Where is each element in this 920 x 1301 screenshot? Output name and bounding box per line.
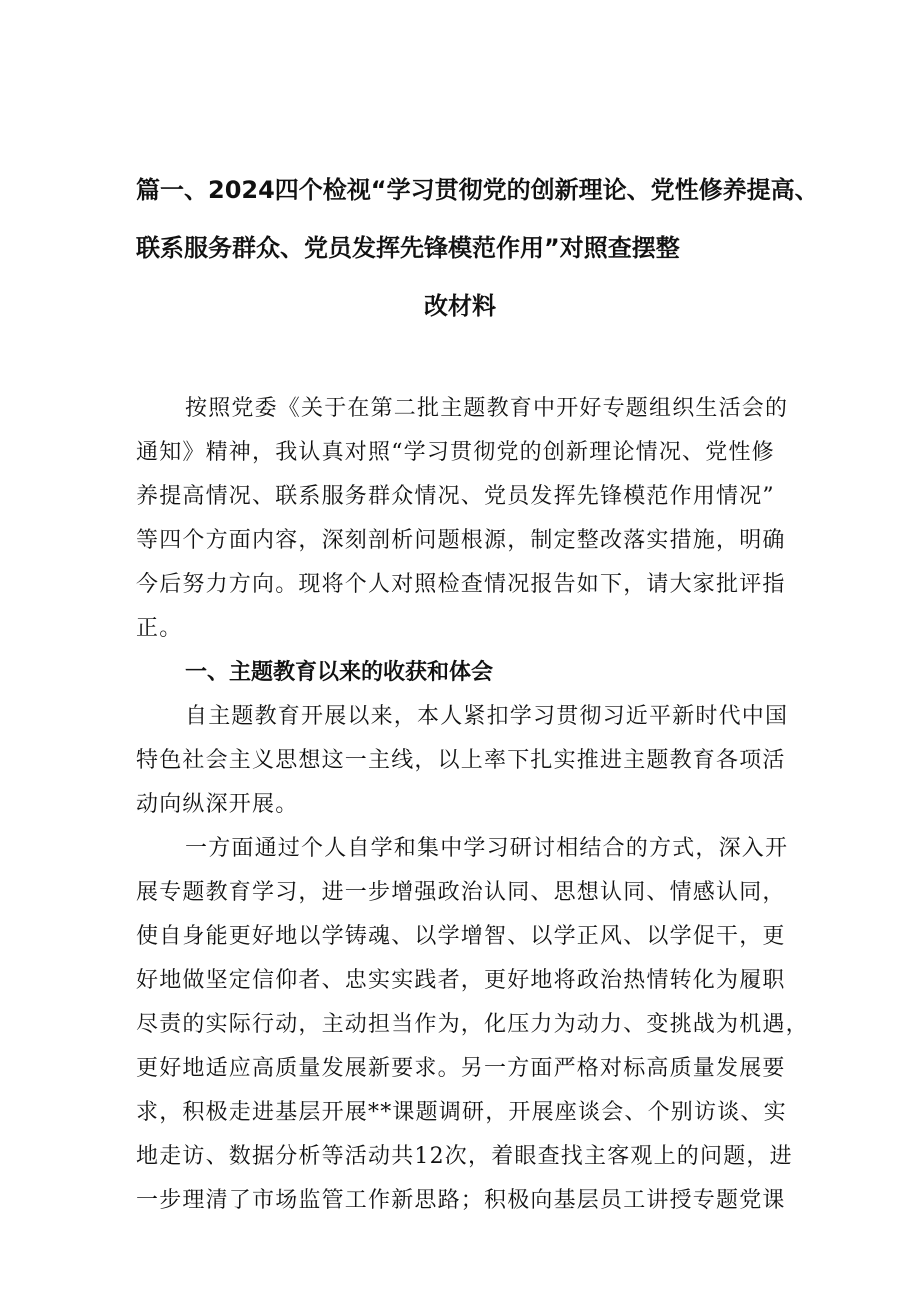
paragraph-1-line-1: 按照党委《关于在第二批主题教育中开好专题组织生活会的 (185, 396, 789, 421)
paragraph-3-line-3: 使自身能更好地以学铸魂、以学增智、以学正风、以学促干，更 (136, 924, 786, 949)
paragraph-2-line-1: 自主题教育开展以来，本人紧扣学习贯彻习近平新时代中国 (185, 704, 789, 729)
paragraph-2-line-3: 动向纵深开展。 (136, 792, 299, 817)
paragraph-1-line-6: 正。 (136, 616, 183, 641)
paragraph-3-line-6: 更好地适应高质量发展新要求。另一方面严格对标高质量发展要 (136, 1056, 786, 1081)
paragraph-3-line-5: 尽责的实际行动，主动担当作为，化压力为动力、变挑战为机遇， (136, 1012, 809, 1037)
paragraph-1-line-5: 今后努力方向。现将个人对照检查情况报告如下，请大家批评指 (136, 572, 786, 597)
paragraph-1-line-4: 等四个方面内容，深刻剖析问题根源，制定整改落实措施，明确 (136, 528, 786, 553)
document-title-line-2: 联系服务群众、党员发挥先锋模范作用”对照查摆整 (136, 234, 680, 262)
paragraph-3-line-1: 一方面通过个人自学和集中学习研讨相结合的方式，深入开 (185, 836, 789, 861)
section-heading: 一、主题教育以来的收获和体会 (185, 660, 494, 685)
document-title-line-1: 篇一、2024四个检视“学习贯彻党的创新理论、党性修养提高、 (136, 176, 819, 204)
paragraph-3-line-4: 好地做坚定信仰者、忠实实践者，更好地将政治热情转化为履职 (136, 968, 786, 993)
paragraph-1-line-2: 通知》精神，我认真对照“学习贯彻党的创新理论情况、党性修 (136, 440, 775, 465)
paragraph-2-line-2: 特色社会主义思想这一主线，以上率下扎实推进主题教育各项活 (136, 748, 786, 773)
paragraph-1-line-3: 养提高情况、联系服务群众情况、党员发挥先锋模范作用情况” (136, 484, 775, 509)
paragraph-3-line-7: 求，积极走进基层开展**课题调研，开展座谈会、个别访谈、实 (136, 1100, 787, 1125)
paragraph-3-line-9: 一步理清了市场监管工作新思路；积极向基层员工讲授专题党课 (136, 1188, 786, 1213)
paragraph-3-line-8: 地走访、数据分析等活动共12次，着眼查找主客观上的问题，进 (136, 1144, 793, 1169)
document-title-line-3: 改材料 (424, 292, 496, 320)
paragraph-3-line-2: 展专题教育学习，进一步增强政治认同、思想认同、情感认同， (136, 880, 786, 905)
